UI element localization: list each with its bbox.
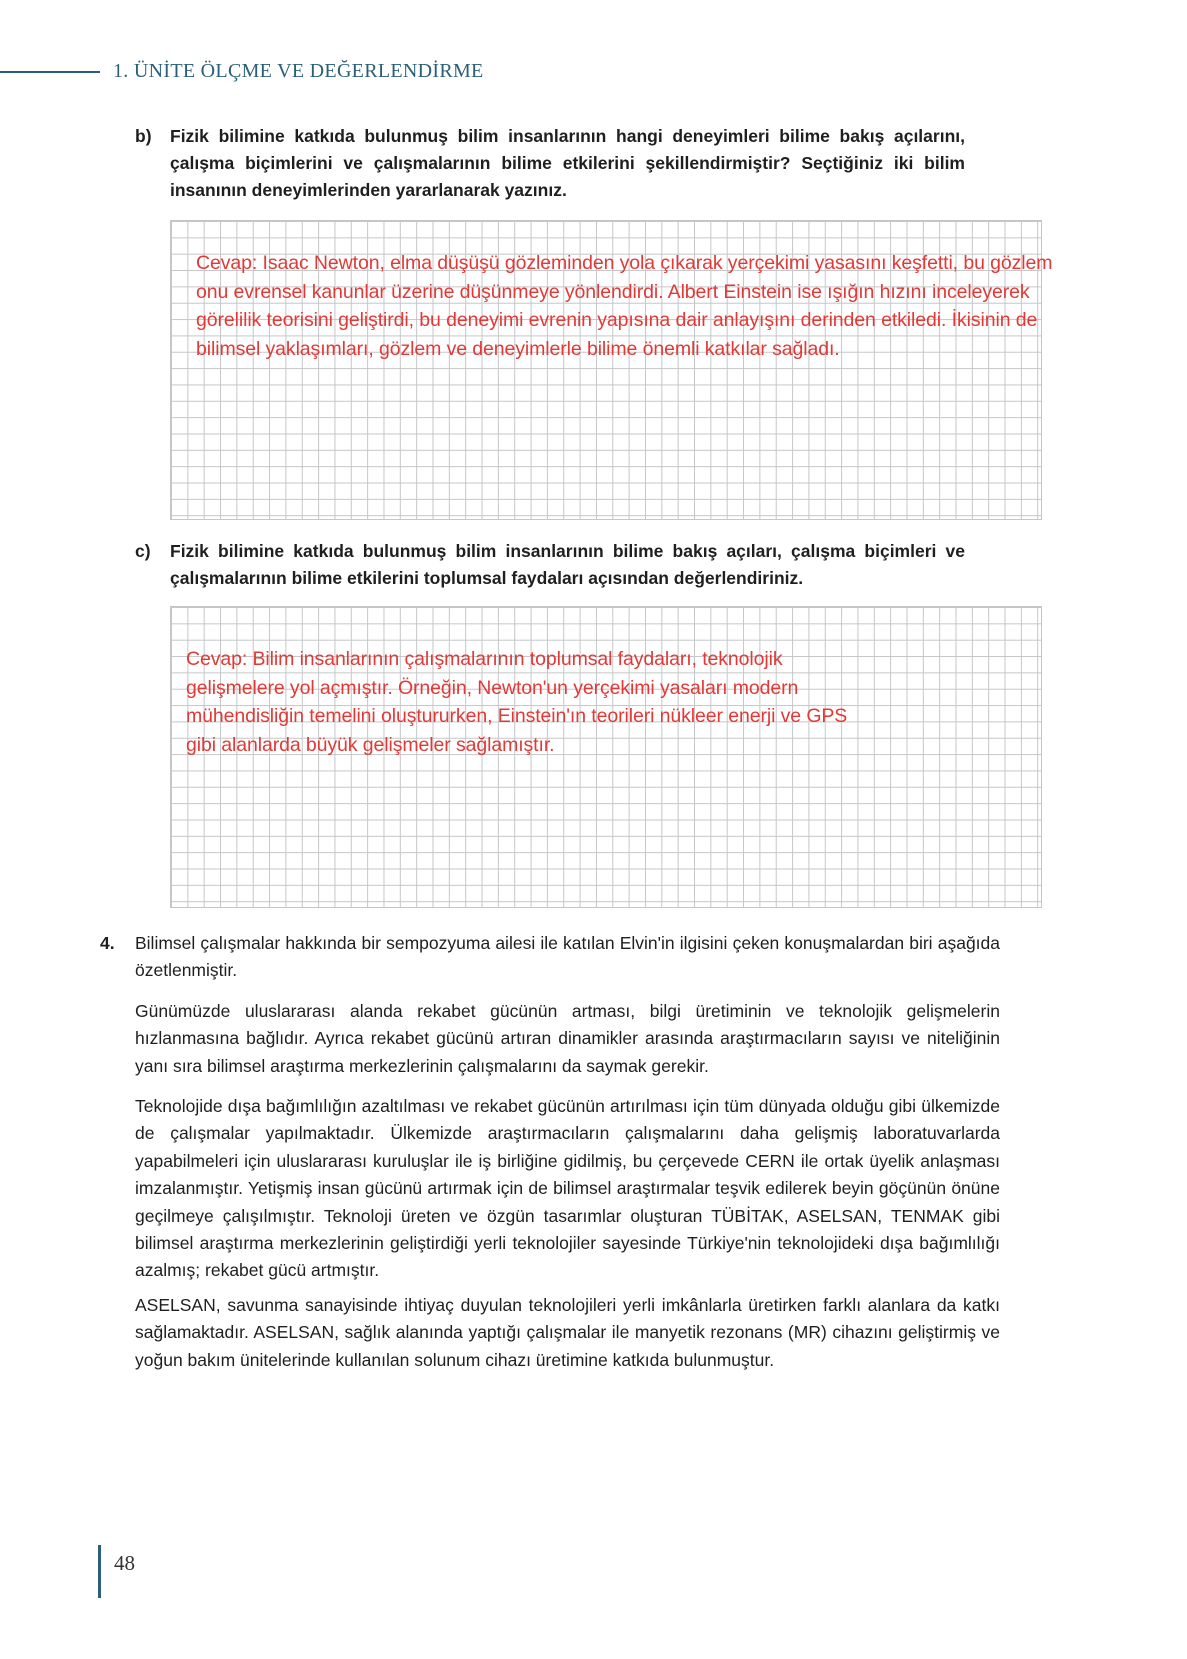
answer-line: bilimsel yaklaşımları, gözlem ve deneyimlerle bilime önemli katkılar sağladı. bbox=[196, 337, 840, 360]
question-4-intro: Bilimsel çalışmalar hakkında bir sempozyuma ailesi ile katılan Elvin'in ilgisini çeken konuşmalardan biri aşağıda özetlenmiştir. bbox=[135, 933, 1000, 980]
answer-text-b bbox=[196, 249, 1052, 363]
question-c-label: c) bbox=[135, 541, 151, 561]
footer-rule bbox=[98, 1545, 101, 1598]
question-b-text: Fizik bilimine katkıda bulunmuş bilim insanlarının hangi deneyimleri bilime bakış açılarını, çalışma biçimlerini ve çalışmalarının bilime etkilerini şekillendirmiştir? Seçtiğiniz iki bilim insanının deneyimlerinden yararlanarak yazınız. bbox=[170, 126, 965, 200]
question-4-paragraph-3: ASELSAN, savunma sanayisinde ihtiyaç duyulan teknolojileri yerli imkânlarla üretirken farklı alanlara da katkı sağlamaktadır. ASELSAN, sağlık alanında yaptığı çalışmalar ile manyetik rezonans (MR) cihazını geliştirmiş ve yoğun bakım ünitelerinde kullanılan solunum cihazı üretimine katkıda bulunmuştur. bbox=[135, 1295, 1000, 1370]
unit-header bbox=[0, 60, 484, 83]
header-rule bbox=[0, 71, 100, 73]
page-number: 48 bbox=[114, 1551, 135, 1575]
question-4 bbox=[100, 930, 1000, 984]
question-4-paragraph-2: Teknolojide dışa bağımlılığın azaltılması ve rekabet gücünün artırılması için tüm dünyada olduğu gibi ülkemizde de çalışmalar yapılmaktadır. Ülkemizde araştırmacıların çalışmalarını daha gelişmiş laboratuvarlarda yapabilmeleri için uluslararası kuruluşlar ile iş birliğine gidilmiş, bu çerçevede CERN ile ortak üyelik anlaşması imzalanmıştır. Yetişmiş insan gücünü artırmak için de bilimsel araştırmalar teşvik edilerek beyin göçünün önüne geçilmeye çalışılmıştır. Teknoloji üreten ve özgün tasarımlar oluşturan TÜBİTAK, ASELSAN, TENMAK gibi bilimsel araştırma merkezlerinin geliştirdiği yerli teknolojiler sayesinde Türkiye'nin teknolojideki dışa bağımlılığı azalmış; rekabet gücü artmıştır. bbox=[135, 1096, 1000, 1281]
question-b-label: b) bbox=[135, 126, 152, 146]
answer-text-c bbox=[186, 645, 847, 759]
question-4-paragraph-1: Günümüzde uluslararası alanda rekabet gücünün artması, bilgi üretiminin ve teknolojik gelişmelerin hızlanmasına bağlıdır. Ayrıca rekabet gücünü artıran dinamikler arasında araştırmacıların sayısı ve niteliğinin yanı sıra bilimsel araştırma merkezlerinin çalışmalarını da saymak gerekir. bbox=[135, 1001, 1000, 1076]
question-4-label: 4. bbox=[100, 933, 115, 953]
answer-line: gibi alanlarda büyük gelişmeler sağlamıştır. bbox=[186, 733, 555, 756]
unit-header-title: 1. ÜNİTE ÖLÇME VE DEĞERLENDİRME bbox=[113, 60, 484, 82]
question-b bbox=[135, 123, 965, 204]
answer-line: mühendisliğin temelini oluştururken, Einstein'ın teorileri nükleer enerji ve GPS bbox=[186, 705, 848, 727]
page-footer bbox=[98, 1545, 135, 1598]
answer-grid-c bbox=[170, 606, 1042, 908]
question-c-text: Fizik bilimine katkıda bulunmuş bilim insanlarının bilime bakış açıları, çalışma biçimleri ve çalışmalarının bilime etkilerini toplumsal faydaları açısından değerlendiriniz. bbox=[170, 541, 965, 588]
question-c bbox=[135, 538, 965, 592]
answer-line: gelişmelere yol açmıştır. Örneğin, Newton'un yerçekimi yasaları modern bbox=[186, 676, 799, 699]
answer-line: Cevap: Isaac Newton, elma düşüşü gözleminden yola çıkarak yerçekimi yasasını keşfetti, bu gözlem bbox=[196, 252, 1053, 274]
answer-line: Cevap: Bilim insanlarının çalışmalarının toplumsal faydaları, teknolojik bbox=[186, 648, 783, 670]
answer-line: görelilik teorisini geliştirdi, bu deneyimi evrenin yapısına dair anlayışını derinden etkiledi. İkisinin de bbox=[196, 309, 1038, 331]
answer-line: onu evrensel kanunlar üzerine düşünmeye yönlendirdi. Albert Einstein ise ışığın hızını inceleyerek bbox=[196, 280, 1030, 303]
answer-grid-b bbox=[170, 220, 1053, 520]
